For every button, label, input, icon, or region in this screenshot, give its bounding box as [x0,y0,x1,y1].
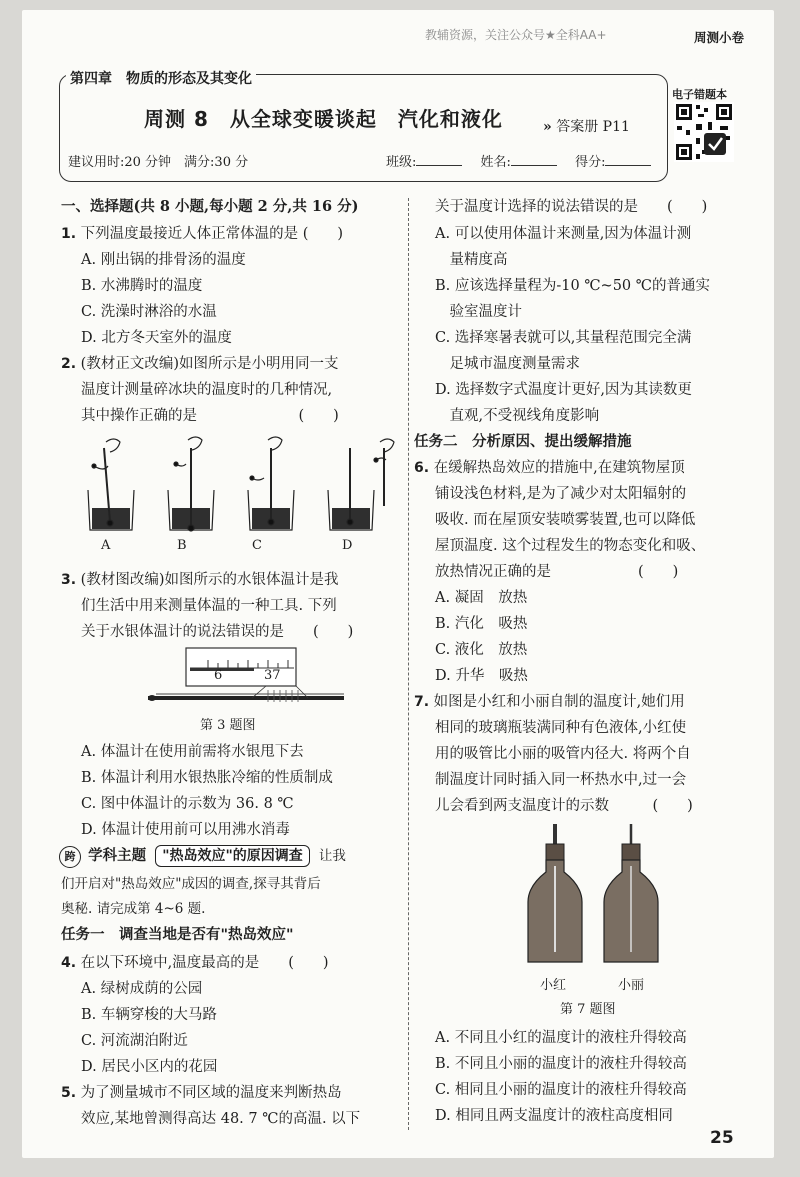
source-note: 教辅资源，关注公众号★全科AA+ [425,28,607,42]
name-label: 姓名: [480,155,511,170]
q7-option-a[interactable]: A. 不同且小红的温度计的液柱升得较高 [435,1030,687,1046]
question-number: 7. [414,694,430,710]
question-number: 3. [61,572,77,588]
question-line: 其中操作正确的是 ( ) [81,408,339,424]
beaker-d [328,439,394,530]
q4-option-d[interactable]: D. 居民小区内的花园 [81,1059,218,1075]
clinical-thermometer-figure [148,646,348,710]
question-line: (教材正文改编)如图所示是小明用同一支 [80,356,339,372]
question-number: 2. [61,356,77,372]
question-number: 5. [61,1085,77,1101]
label-a: A [101,538,111,553]
question-line: 屋顶温度. 这个过程发生的物态变化和吸、 [435,538,706,554]
beaker-b [168,437,214,531]
question-line: 在缓解热岛效应的措施中,在建筑物屋顶 [433,460,685,476]
label-xiaohong: 小红 [540,978,567,993]
thermometer-beakers-figure [80,430,400,534]
q5-option-a[interactable]: A. 可以使用体温计来测量,因为体温计测 [435,226,692,242]
question-number: 1. [61,226,77,242]
topic-intro: 们开启对"热岛效应"成因的调查,探寻其背后 [61,876,321,892]
question-number: 6. [414,460,430,476]
page [22,10,774,1158]
series-label: 周测小卷 [694,30,745,45]
label-xiaoli: 小丽 [618,978,645,993]
question-line: 如图是小红和小丽自制的温度计,她们用 [433,694,685,710]
question-stem: 下列温度最接近人体正常体温的是 ( ) [80,226,344,242]
task-2-title: 任务二 分析原因、提出缓解措施 [414,434,632,450]
beaker-a [88,439,134,530]
q3-option-b[interactable]: B. 体温计利用水银热胀冷缩的性质制成 [81,770,333,786]
question-line: 们生活中用来测量体温的一种工具. 下列 [81,598,337,614]
figure-caption: 第 7 题图 [560,1002,616,1017]
question-line: 吸收. 而在屋顶安装喷雾装置,也可以降低 [435,512,696,528]
topic-banner [59,845,346,869]
question-5 [61,1083,342,1103]
q5-option-c[interactable]: C. 选择寒暑表就可以,其量程范围完全满 [435,330,692,346]
question-1 [61,224,343,244]
q7-option-c[interactable]: C. 相同且小丽的温度计的液柱升得较高 [435,1082,687,1098]
score-label: 得分: [575,155,606,170]
answer-ref: » 答案册 P11 [543,119,630,135]
question-line: 关于水银体温计的说法错误的是 ( ) [81,624,354,640]
label-b: B [177,538,187,553]
page-number: 25 [710,1128,734,1148]
class-field[interactable] [416,165,462,166]
qr-code-icon[interactable] [674,102,734,162]
q4-option-c[interactable]: C. 河流湖泊附近 [81,1033,188,1049]
label-c: C [252,538,262,553]
question-line: 制温度计同时插入同一杯热水中,过一会 [435,772,687,788]
q4-option-b[interactable]: B. 车辆穿梭的大马路 [81,1007,217,1023]
question-line: 相同的玻璃瓶装满同种有色液体,小红使 [435,720,687,736]
task-1-title: 任务一 调查当地是否有"热岛效应" [61,927,294,943]
error-book-label: 电子错题本 [672,88,727,101]
question-4 [61,953,329,973]
q1-option-a[interactable]: A. 刚出锅的排骨汤的温度 [81,252,246,268]
q5-option-d-cont: 直观,不受视线角度影响 [435,408,600,424]
question-7 [414,692,685,712]
q3-option-d[interactable]: D. 体温计使用前可以用沸水消毒 [81,822,290,838]
score-field[interactable] [605,165,651,166]
q1-option-b[interactable]: B. 水沸腾时的温度 [81,278,203,294]
question-line: 温度计测量碎冰块的温度时的几种情况, [81,382,333,398]
question-stem: 在以下环境中,温度最高的是 ( ) [80,955,329,971]
question-number: 4. [61,955,77,971]
class-label: 班级: [386,155,417,170]
bottle-xiaoli [604,824,658,962]
q1-option-d[interactable]: D. 北方冬天室外的温度 [81,330,232,346]
beaker-c [248,437,294,530]
q1-option-c[interactable]: C. 洗澡时淋浴的水温 [81,304,217,320]
topic-title: "热岛效应"的原因调查 [155,845,310,867]
column-divider [408,198,409,1130]
q3-option-a[interactable]: A. 体温计在使用前需将水银甩下去 [81,744,304,760]
question-line: 效应,某地曾测得高达 48. 7 ℃的高温. 以下 [81,1111,361,1127]
scale-label-37: 37 [264,668,281,683]
q6-option-b[interactable]: B. 汽化 吸热 [435,616,528,632]
question-line: 放热情况正确的是 ( ) [435,564,679,580]
question-line: 用的吸管比小丽的吸管内径大. 将两个自 [435,746,691,762]
topic-intro: 奥秘. 请完成第 4~6 题. [61,901,206,917]
q5-option-b[interactable]: B. 应该选择量程为-10 ℃~50 ℃的普通实 [435,278,710,294]
label-d: D [342,538,353,553]
bottle-xiaohong [528,824,582,962]
question-2 [61,354,338,374]
q5-option-a-cont: 量精度高 [435,252,508,268]
student-info [386,151,651,170]
topic-badge-text: 学科主题 [88,848,147,864]
question-line: (教材图改编)如图所示的水银体温计是我 [80,572,339,588]
question-line: 儿会看到两支温度计的示数 ( ) [435,798,693,814]
q5-option-c-cont: 足城市温度测量需求 [435,356,580,372]
double-chevron-icon: » [543,119,552,135]
topic-intro-tail: 让我 [318,848,346,864]
scale-label-6: 6 [214,668,223,683]
chapter-title: 第四章 物质的形态及其变化 [66,68,256,88]
q7-option-b[interactable]: B. 不同且小丽的温度计的液柱升得较高 [435,1056,687,1072]
homemade-thermometers-figure [524,822,664,970]
q4-option-a[interactable]: A. 绿树成荫的公园 [81,981,203,997]
figure-caption: 第 3 题图 [200,718,256,733]
cross-discipline-icon: 跨 [59,846,81,868]
q6-option-d[interactable]: D. 升华 吸热 [435,668,528,684]
q5-option-b-cont: 验室温度计 [435,304,522,320]
section-heading: 一、选择题(共 8 小题,每小题 2 分,共 16 分) [61,198,359,215]
question-line: 为了测量城市不同区域的温度来判断热岛 [80,1085,342,1101]
name-field[interactable] [511,165,557,166]
q5-option-d[interactable]: D. 选择数字式温度计更好,因为其读数更 [435,382,692,398]
q7-option-d[interactable]: D. 相同且两支温度计的液柱高度相同 [435,1108,673,1124]
page-title: 周测 8 从全球变暖谈起 汽化和液化 [144,107,503,131]
question-6 [414,458,685,478]
q3-option-c[interactable]: C. 图中体温计的示数为 36. 8 ℃ [81,796,294,812]
question-3 [61,570,338,590]
q6-option-c[interactable]: C. 液化 放热 [435,642,528,658]
question-line: 铺设浅色材料,是为了减少对太阳辐射的 [435,486,687,502]
suggested-time: 建议用时:20 分钟 满分:30 分 [68,155,249,170]
q6-option-a[interactable]: A. 凝固 放热 [435,590,528,606]
question-line: 关于温度计选择的说法错误的是 ( ) [435,199,708,215]
